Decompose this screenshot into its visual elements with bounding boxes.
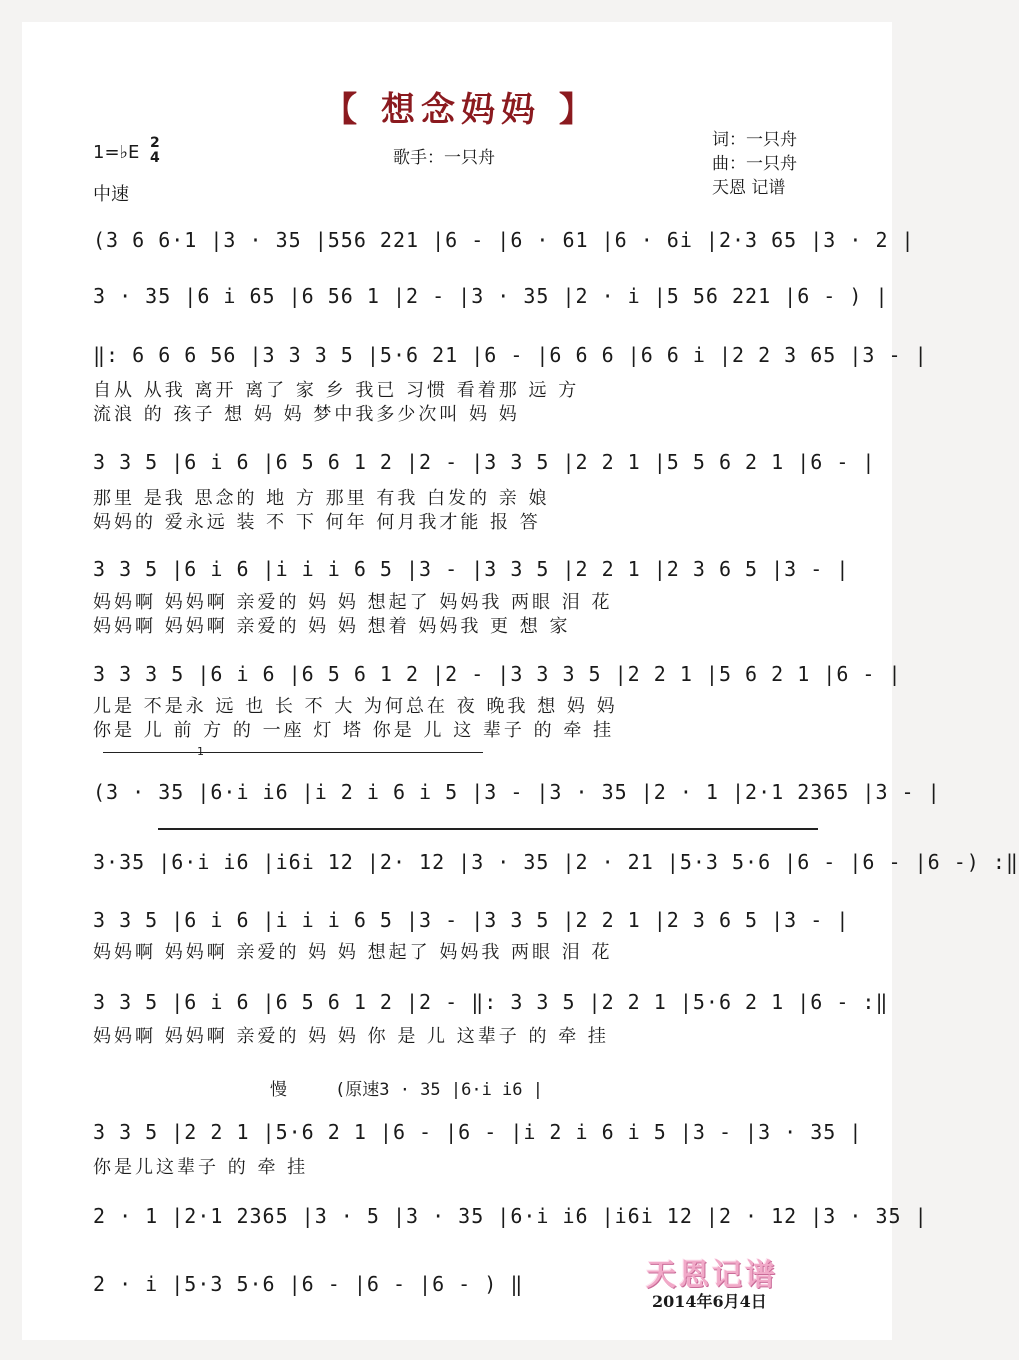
lyric-line: 你是儿这辈子 的 牵 挂	[93, 1157, 309, 1178]
score-line-10: 3 3 5 |6 i 6 |6 5 6 1 2 |2 - ‖: 3 3 5 |2 2 1 |5·6 2 1 |6 - :‖	[93, 990, 889, 1014]
lyric-line: 妈妈的 爱永远 装 不 下 何年 何月我才能 报 答	[93, 512, 541, 533]
lyric-line: 儿是 不是永 远 也 长 不 大 为何总在 夜 晚我 想 妈 妈	[93, 696, 618, 717]
volta-bracket	[103, 752, 483, 753]
lyric-line: 流浪 的 孩子 想 妈 妈 梦中我多少次叫 妈 妈	[93, 404, 520, 425]
score-line-6: 3 3 3 5 |6 i 6 |6 5 6 1 2 |2 - |3 3 3 5 |2 2 1 |5 6 2 1 |6 - |	[93, 662, 902, 686]
score-line-5: 3 3 5 |6 i 6 |i i i 6 5 |3 - |3 3 5 |2 2 1 |2 3 6 5 |3 - |	[93, 557, 850, 581]
score-line-3: ‖: 6 6 6 56 |3 3 3 5 |5·6 21 |6 - |6 6 6 |6 6 i |2 2 3 65 |3 - |	[93, 343, 928, 367]
lyric-line: 妈妈啊 妈妈啊 亲爱的 妈 妈 你 是 儿 这辈子 的 牵 挂	[93, 1026, 609, 1047]
time-signature	[150, 136, 160, 166]
score-line-4: 3 3 5 |6 i 6 |6 5 6 1 2 |2 - |3 3 5 |2 2 1 |5 5 6 2 1 |6 - |	[93, 450, 876, 474]
lyric-line: 妈妈啊 妈妈啊 亲爱的 妈 妈 想起了 妈妈我 两眼 泪 花	[93, 592, 613, 613]
singer: 歌手：一只舟	[393, 148, 495, 168]
volta-bracket-2	[158, 828, 818, 830]
score-line-7: (3 · 35 |6·i i6 |i 2 i 6 i 5 |3 - |3 · 35 |2 · 1 |2·1 2365 |3 - |	[93, 780, 941, 804]
tempo-mark: 中速	[93, 184, 129, 205]
tempo-original: (原速3 · 35 |6·i i6 |	[335, 1080, 543, 1100]
score-line-12: 2 · 1 |2·1 2365 |3 · 5 |3 · 35 |6·i i6 |i6i 12 |2 · 12 |3 · 35 |	[93, 1204, 928, 1228]
tempo-slow: 慢	[270, 1080, 287, 1100]
key-signature: 1=♭E	[93, 142, 140, 163]
score-line-2: 3 · 35 |6 i 65 |6 56 1 |2 - |3 · 35 |2 · i |5 56 221 |6 - ) |	[93, 284, 889, 308]
composer: 曲：一只舟	[712, 154, 797, 174]
lyric-line: 你是 儿 前 方 的 一座 灯 塔 你是 儿 这 辈子 的 牵 挂	[93, 720, 615, 741]
score-line-11: 3 3 5 |2 2 1 |5·6 2 1 |6 - |6 - |i 2 i 6 i 5 |3 - |3 · 35 |	[93, 1120, 863, 1144]
time-bottom: 4	[150, 150, 160, 166]
lyricist: 词：一只舟	[712, 130, 797, 150]
volta-number: 1	[197, 745, 204, 758]
score-line-13: 2 · i |5·3 5·6 |6 - |6 - |6 - ) ‖	[93, 1272, 524, 1296]
score-line-1: (3 6 6·1 |3 · 35 |556 221 |6 - |6 · 61 |6 · 6i |2·3 65 |3 · 2 |	[93, 228, 915, 252]
time-top: 2	[150, 135, 160, 151]
score-line-9: 3 3 5 |6 i 6 |i i i 6 5 |3 - |3 3 5 |2 2 1 |2 3 6 5 |3 - |	[93, 908, 850, 932]
score-line-8: 3·35 |6·i i6 |i6i 12 |2· 12 |3 · 35 |2 · 21 |5·3 5·6 |6 - |6 - |6 -) :‖	[93, 850, 1019, 874]
lyric-line: 妈妈啊 妈妈啊 亲爱的 妈 妈 想起了 妈妈我 两眼 泪 花	[93, 942, 613, 963]
date: 2014年6月4日	[652, 1292, 767, 1311]
credits	[712, 128, 797, 200]
lyric-line: 那里 是我 思念的 地 方 那里 有我 白发的 亲 娘	[93, 488, 550, 509]
transcriber: 天恩 记谱	[712, 178, 786, 198]
transcriber-stamp: 天恩记谱	[646, 1258, 778, 1293]
lyric-line: 自从 从我 离开 离了 家 乡 我已 习惯 看着那 远 方	[93, 380, 580, 401]
lyric-line: 妈妈啊 妈妈啊 亲爱的 妈 妈 想着 妈妈我 更 想 家	[93, 616, 571, 637]
song-title: 【 想念妈妈 】	[323, 90, 599, 130]
